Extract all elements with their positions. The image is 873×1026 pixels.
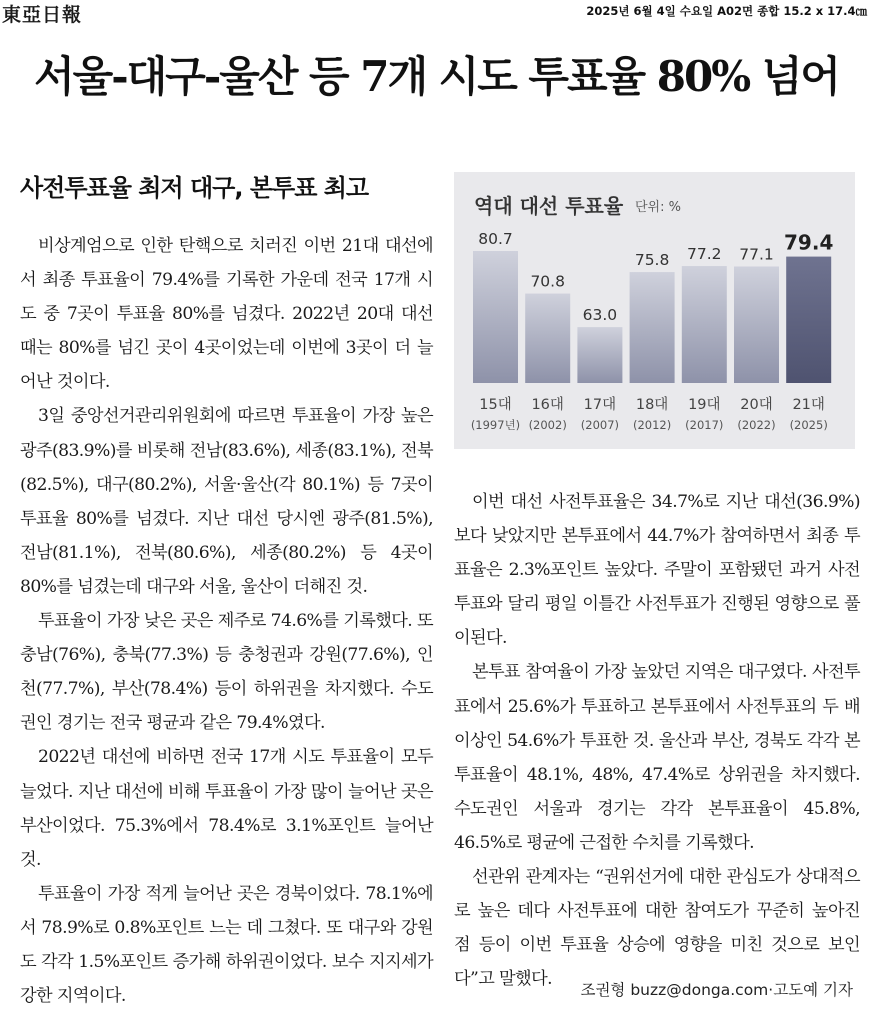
turnout-chart <box>454 172 855 449</box>
chart-value-label: 79.4 <box>784 230 834 255</box>
chart-bar <box>786 257 831 383</box>
body-paragraph: 선관위 관계자는 “권위선거에 대한 관심도가 상대적으로 높은 데다 사전투표에 대한 참여도가 꾸준히 높아진 점 등이 이번 투표율 상승에 영향을 미친 것으로 보인다”고 말했다. <box>454 867 860 990</box>
chart-year-label: (2017) <box>685 418 724 432</box>
byline: 조권형 buzz@donga.com·고도예 기자 <box>580 981 853 999</box>
body-paragraph: 2022년 대선에 비하면 전국 17개 시도 투표율이 모두 늘었다. 지난 대선에 비해 투표율이 가장 많이 늘어난 곳은 부산이었다. 75.3%에서 78.4%로 3.1%포인트 늘어난 것. <box>20 747 433 870</box>
chart-year-label: (1997년) <box>470 418 521 432</box>
body-paragraph: 비상계엄으로 인한 탄핵으로 치러진 이번 21대 대선에서 최종 투표율이 79.4%를 기록한 가운데 전국 17개 시도 중 7곳이 투표율 80%를 넘겼다. 2022년 20대 대선 때는 80%를 넘긴 곳이 4곳이었는데 이번에 3곳이 더 늘어난 것이다. <box>20 236 433 393</box>
article-body-right <box>454 485 860 996</box>
article-headline: 서울-대구-울산 등 7개 시도 투표율 80% 넘어 <box>34 52 839 101</box>
chart-bar <box>577 327 622 383</box>
chart-plot <box>454 172 855 449</box>
chart-value-label: 77.1 <box>739 245 774 264</box>
chart-year-label: (2025) <box>789 418 828 432</box>
body-paragraph: 본투표 참여율이 가장 높았던 지역은 대구였다. 사전투표에서 25.6%가 투표하고 본투표에서 사전투표의 두 배 이상인 54.6%가 투표한 것. 울산과 부산, 경북도 각각 본투표율이 48.1%, 48%, 47.4%로 상위권을 차지했다. 수도권인 서울과 경기는 각각 본투표율이 45.8%, 46.5%로 평균에 근접한 수치를 기록했다. <box>454 662 860 853</box>
body-paragraph: 투표율이 가장 적게 늘어난 곳은 경북이었다. 78.1%에서 78.9%로 0.8%포인트 느는 데 그쳤다. 또 대구와 강원도 각각 1.5%포인트 증가해 하위권이었다. 보수 지지세가 강한 지역이다. <box>20 883 433 1007</box>
chart-value-label: 70.8 <box>530 272 565 291</box>
chart-bar <box>630 272 675 383</box>
chart-category-label: 18대 <box>635 397 669 413</box>
chart-value-label: 77.2 <box>687 245 722 264</box>
chart-category-label: 16대 <box>531 397 564 413</box>
chart-value-label: 63.0 <box>582 306 618 325</box>
chart-value-label: 75.8 <box>634 251 670 270</box>
chart-year-label: (2002) <box>528 418 567 432</box>
chart-category-label: 17대 <box>583 397 617 413</box>
chart-bar <box>525 294 570 383</box>
chart-unit: 단위: % <box>635 200 681 215</box>
body-paragraph: 이번 대선 사전투표율은 34.7%로 지난 대선(36.9%)보다 낮았지만 본투표에서 44.7%가 참여하면서 최종 투표율은 2.3%포인트 높았다. 주말이 포함됐던 과거 사전투표와 달리 평일 이틀간 사전투표가 진행된 영향으로 풀이된다. <box>454 492 860 649</box>
chart-title: 역대 대선 투표율 <box>474 194 624 218</box>
chart-category-label: 19대 <box>688 397 721 413</box>
chart-category-label: 20대 <box>740 397 773 413</box>
chart-year-label: (2022) <box>737 418 776 432</box>
article-body-left <box>20 229 433 1013</box>
chart-category-label: 15대 <box>479 397 512 413</box>
publication-meta: 2025년 6월 4일 수요일 A02면 종합 15.2 x 17.4㎝ <box>586 4 867 18</box>
chart-category-label: 21대 <box>792 397 825 413</box>
chart-year-label: (2012) <box>632 418 672 432</box>
newspaper-logo: 東亞日報 <box>2 4 83 26</box>
chart-bar <box>473 251 518 383</box>
chart-bar <box>734 266 779 383</box>
chart-year-label: (2007) <box>580 418 620 432</box>
body-paragraph: 투표율이 가장 낮은 곳은 제주로 74.6%를 기록했다. 또 충남(76%), 충북(77.3%) 등 충청권과 강원(77.6%), 인천(77.7%), 부산(78.4%) 등이 하위권을 차지했다. 수도권인 경기는 전국 평균과 같은 79.4%였다. <box>20 611 433 734</box>
body-paragraph: 3일 중앙선거관리위원회에 따르면 투표율이 가장 높은 광주(83.9%)를 비롯해 전남(83.6%), 세종(83.1%), 전북(82.5%), 대구(80.2%), 서울·울산(각 80.1%) 등 7곳이 투표율 80%를 넘겼다. 지난 대선 당시엔 광주(81.5%), 전남(81.1%), 전북(80.6%), 세종(80.2%) 등 4곳이 80%를 넘겼는데 대구와 서울, 울산이 더해진 것. <box>20 406 433 597</box>
article-subhead: 사전투표율 최저 대구, 본투표 최고 <box>20 174 369 202</box>
chart-bar <box>682 266 727 383</box>
chart-value-label: 80.7 <box>478 230 513 248</box>
